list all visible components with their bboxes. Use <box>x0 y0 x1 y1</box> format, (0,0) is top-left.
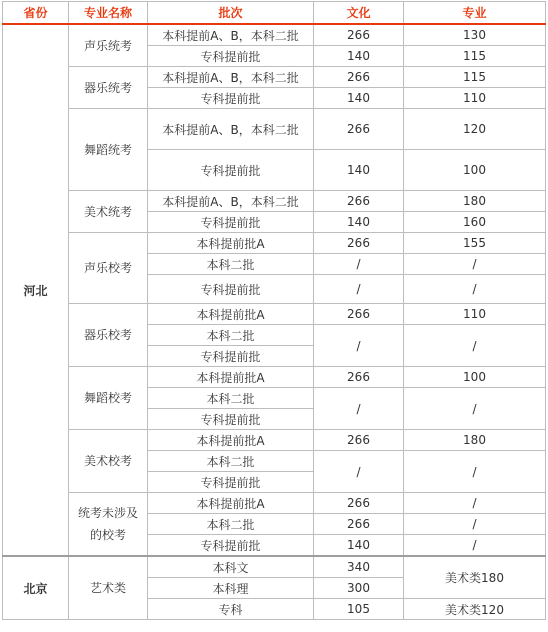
batch-cell: 本科提前A、B，本科二批 <box>148 109 314 150</box>
header-batch: 批次 <box>148 2 314 25</box>
culture-score-cell: 266 <box>314 514 404 535</box>
major-score-cell: / <box>404 535 546 557</box>
header-major-score: 专业 <box>404 2 546 25</box>
culture-score-cell: 266 <box>314 493 404 514</box>
batch-cell: 本科二批 <box>148 514 314 535</box>
batch-cell: 本科提前A、B，本科二批 <box>148 24 314 46</box>
major-score-cell: 100 <box>404 150 546 191</box>
batch-cell: 本科提前批A <box>148 430 314 451</box>
batch-cell: 本科提前A、B，本科二批 <box>148 191 314 212</box>
culture-score-cell: 140 <box>314 46 404 67</box>
table-row <box>3 430 546 451</box>
batch-cell: 本科二批 <box>148 254 314 275</box>
major-score-cell: 110 <box>404 88 546 109</box>
batch-cell: 专科 <box>148 599 314 620</box>
culture-score-cell: 266 <box>314 191 404 212</box>
batch-cell: 专科提前批 <box>148 275 314 304</box>
culture-score-cell: / <box>314 325 404 367</box>
batch-cell: 本科文 <box>148 556 314 578</box>
major-cell: 舞蹈统考 <box>69 109 148 191</box>
batch-cell: 本科二批 <box>148 325 314 346</box>
culture-score-cell: 140 <box>314 150 404 191</box>
major-score-cell: / <box>404 451 546 493</box>
batch-cell: 专科提前批 <box>148 212 314 233</box>
table-row <box>3 556 546 578</box>
culture-score-cell: / <box>314 388 404 430</box>
batch-cell: 专科提前批 <box>148 409 314 430</box>
table-row <box>3 493 546 514</box>
culture-score-cell: 266 <box>314 67 404 88</box>
batch-cell: 本科提前批A <box>148 493 314 514</box>
major-cell: 艺术类 <box>69 556 148 620</box>
major-cell: 器乐统考 <box>69 67 148 109</box>
culture-score-cell: 300 <box>314 578 404 599</box>
batch-cell: 专科提前批 <box>148 150 314 191</box>
culture-score-cell: 266 <box>314 109 404 150</box>
major-score-cell: / <box>404 325 546 367</box>
major-score-cell: / <box>404 254 546 275</box>
batch-cell: 本科提前批A <box>148 367 314 388</box>
major-score-cell: 110 <box>404 304 546 325</box>
table-row <box>3 191 546 212</box>
batch-cell: 本科提前批A <box>148 304 314 325</box>
culture-score-cell: 140 <box>314 535 404 557</box>
batch-cell: 本科理 <box>148 578 314 599</box>
province-cell-hebei: 河北 <box>3 24 69 556</box>
major-cell: 统考未涉及的校考 <box>69 493 148 557</box>
major-score-cell: 155 <box>404 233 546 254</box>
batch-cell: 本科二批 <box>148 451 314 472</box>
major-cell: 美术校考 <box>69 430 148 493</box>
batch-cell: 专科提前批 <box>148 88 314 109</box>
major-score-cell: / <box>404 275 546 304</box>
major-score-cell: 115 <box>404 67 546 88</box>
province-cell-beijing: 北京 <box>3 556 69 620</box>
major-score-cell: 100 <box>404 367 546 388</box>
major-score-cell: 180 <box>404 430 546 451</box>
culture-score-cell: / <box>314 275 404 304</box>
culture-score-cell: 266 <box>314 24 404 46</box>
culture-score-cell: / <box>314 451 404 493</box>
culture-score-cell: / <box>314 254 404 275</box>
culture-score-cell: 266 <box>314 430 404 451</box>
batch-cell: 专科提前批 <box>148 535 314 557</box>
culture-score-cell: 266 <box>314 233 404 254</box>
batch-cell: 本科二批 <box>148 388 314 409</box>
table-row <box>3 109 546 150</box>
culture-score-cell: 266 <box>314 367 404 388</box>
major-score-cell: 160 <box>404 212 546 233</box>
header-major-name: 专业名称 <box>69 2 148 25</box>
major-score-cell: 美术类180 <box>404 556 546 599</box>
major-score-cell: / <box>404 493 546 514</box>
header-row <box>3 2 546 25</box>
table-row <box>3 233 546 254</box>
culture-score-cell: 340 <box>314 556 404 578</box>
table-row <box>3 67 546 88</box>
batch-cell: 专科提前批 <box>148 46 314 67</box>
culture-score-cell: 140 <box>314 212 404 233</box>
culture-score-cell: 105 <box>314 599 404 620</box>
batch-cell: 专科提前批 <box>148 346 314 367</box>
major-cell: 美术统考 <box>69 191 148 233</box>
major-cell: 舞蹈校考 <box>69 367 148 430</box>
batch-cell: 专科提前批 <box>148 472 314 493</box>
header-culture-score: 文化 <box>314 2 404 25</box>
header-province: 省份 <box>3 2 69 25</box>
table-row <box>3 24 546 46</box>
major-score-cell: 130 <box>404 24 546 46</box>
major-score-cell: 120 <box>404 109 546 150</box>
major-cell: 器乐校考 <box>69 304 148 367</box>
table-row <box>3 367 546 388</box>
score-table <box>2 1 546 620</box>
culture-score-cell: 266 <box>314 304 404 325</box>
major-cell: 声乐统考 <box>69 24 148 67</box>
major-score-cell: 115 <box>404 46 546 67</box>
major-score-cell: 180 <box>404 191 546 212</box>
batch-cell: 本科提前批A <box>148 233 314 254</box>
major-score-cell: / <box>404 388 546 430</box>
culture-score-cell: 140 <box>314 88 404 109</box>
batch-cell: 本科提前A、B，本科二批 <box>148 67 314 88</box>
major-score-cell: 美术类120 <box>404 599 546 620</box>
table-row <box>3 304 546 325</box>
major-score-cell: / <box>404 514 546 535</box>
major-cell: 声乐校考 <box>69 233 148 304</box>
